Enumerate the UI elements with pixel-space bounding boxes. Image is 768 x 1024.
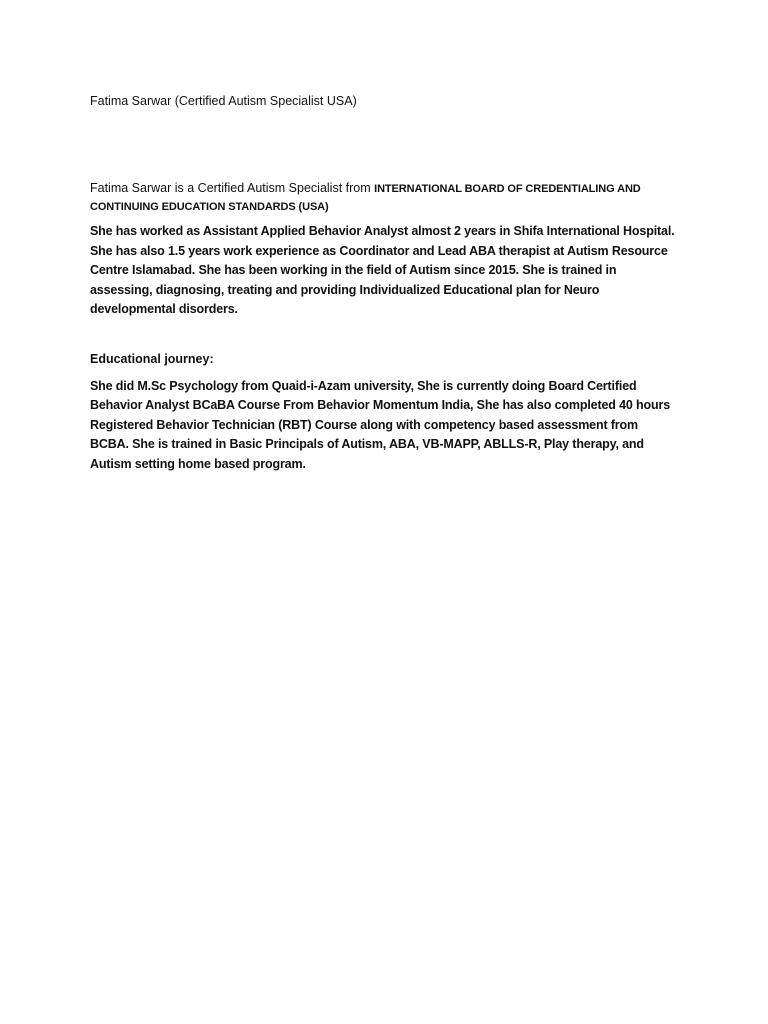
document-body	[90, 93, 680, 474]
education-paragraph: She did M.Sc Psychology from Quaid-i-Azam university, She is currently doing Board Certified Behavior Analyst BCaBA Course From Behavior Momentum India, She has also completed 40 hours Registered Behavior Technician (RBT) Course along with competency based assessment from BCBA. She is trained in Basic Principals of Autism, ABA, VB-MAPP, ABLLS-R, Play therapy, and Autism setting home based program.	[90, 378, 671, 471]
intro-prefix: Fatima Sarwar is a Certified Autism Specialist from	[90, 181, 375, 195]
intro-organization: INTERNATIONAL BOARD OF CREDENTIALING AND CONTINUING EDUCATION STANDARDS (USA)	[90, 183, 641, 213]
intro-line	[90, 180, 680, 216]
experience-paragraph: She has worked as Assistant Applied Behavior Analyst almost 2 years in Shifa International Hospital. She has also 1.5 years work experience as Coordinator and Lead ABA therapist at Autism Resource Centre Islamabad. She has been working in the field of Autism since 2015. She is trained in assessing, diagnosing, treating and providing Individualized Educational plan for Neuro developmental disorders.	[90, 224, 675, 316]
document-title: Fatima Sarwar (Certified Autism Specialist USA)	[90, 94, 357, 108]
education-heading: Educational journey:	[90, 351, 214, 366]
